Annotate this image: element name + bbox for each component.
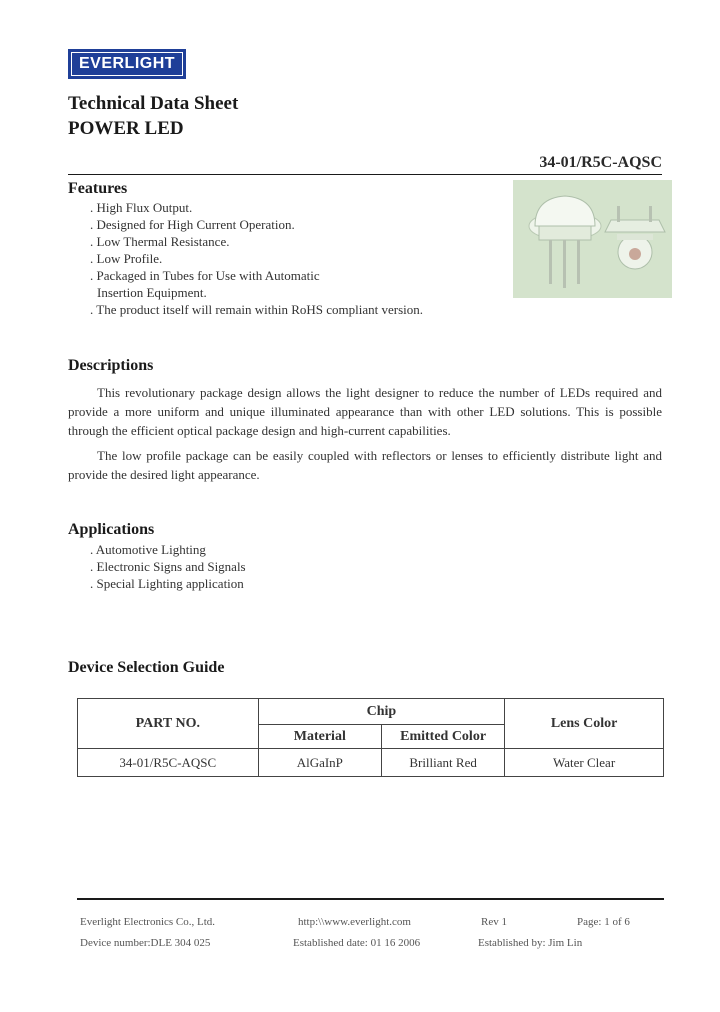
doc-title: Technical Data Sheet (68, 93, 239, 114)
emitted-cell: Brilliant Red (381, 749, 504, 777)
lens-cell: Water Clear (505, 749, 664, 777)
description-paragraph: The low profile package can be easily coupled with reflectors or lenses to efficiently distribute light and provide the desired light appearance. (68, 448, 662, 482)
footer-rev: Rev 1 (481, 916, 507, 928)
descriptions-heading: Descriptions (68, 357, 154, 374)
part-no-header: PART NO. (78, 699, 259, 749)
list-item: . High Flux Output. (90, 200, 193, 215)
features-list (90, 199, 423, 318)
description-paragraph: This revolutionary package design allows the light designer to reduce the number of LEDs required and provide a more uniform and unique illuminated appearance than with other LED solutions. This is possible through the efficient optical package design and high-current capabilities. (68, 385, 662, 438)
list-item: . Packaged in Tubes for Use with Automatic (90, 268, 320, 283)
chip-header: Chip (258, 699, 505, 725)
list-item: . Automotive Lighting (90, 542, 206, 557)
logo-text: EVERLIGHT (71, 52, 183, 76)
footer-page: Page: 1 of 6 (577, 916, 630, 928)
footer-device-number: Device number:DLE 304 025 (80, 937, 211, 949)
features-heading: Features (68, 180, 128, 197)
footer-established-by: Established by: Jim Lin (478, 937, 583, 949)
footer-company: Everlight Electronics Co., Ltd. (80, 916, 216, 928)
table-row (78, 749, 664, 777)
doc-subtitle: POWER LED (68, 118, 184, 139)
material-header: Material (258, 725, 381, 749)
footer-url[interactable]: http:\\www.everlight.com (298, 916, 411, 928)
led-product-photo (513, 180, 672, 298)
emitted-color-header: Emitted Color (381, 725, 504, 749)
guide-heading: Device Selection Guide (68, 659, 225, 676)
header-rule (68, 174, 662, 175)
list-item: . Special Lighting application (90, 576, 244, 591)
part-cell: 34-01/R5C-AQSC (78, 749, 259, 777)
everlight-logo (68, 49, 186, 79)
list-item: . Electronic Signs and Signals (90, 559, 246, 574)
footer-rule (77, 898, 664, 900)
led-illustration (513, 180, 672, 298)
material-cell: AlGaInP (258, 749, 381, 777)
device-selection-table (77, 698, 664, 777)
list-item: . Designed for High Current Operation. (90, 217, 295, 232)
applications-list (90, 541, 246, 592)
descriptions-body (68, 383, 662, 490)
list-item: Insertion Equipment. (97, 285, 207, 300)
lens-color-header: Lens Color (505, 699, 664, 749)
list-item: . Low Thermal Resistance. (90, 234, 230, 249)
part-number-heading: 34-01/R5C-AQSC (539, 154, 662, 171)
list-item: . The product itself will remain within RoHS compliant version. (90, 302, 424, 317)
applications-heading: Applications (68, 521, 155, 538)
footer-established-date: Established date: 01 16 2006 (293, 937, 421, 949)
list-item: . Low Profile. (90, 251, 163, 266)
